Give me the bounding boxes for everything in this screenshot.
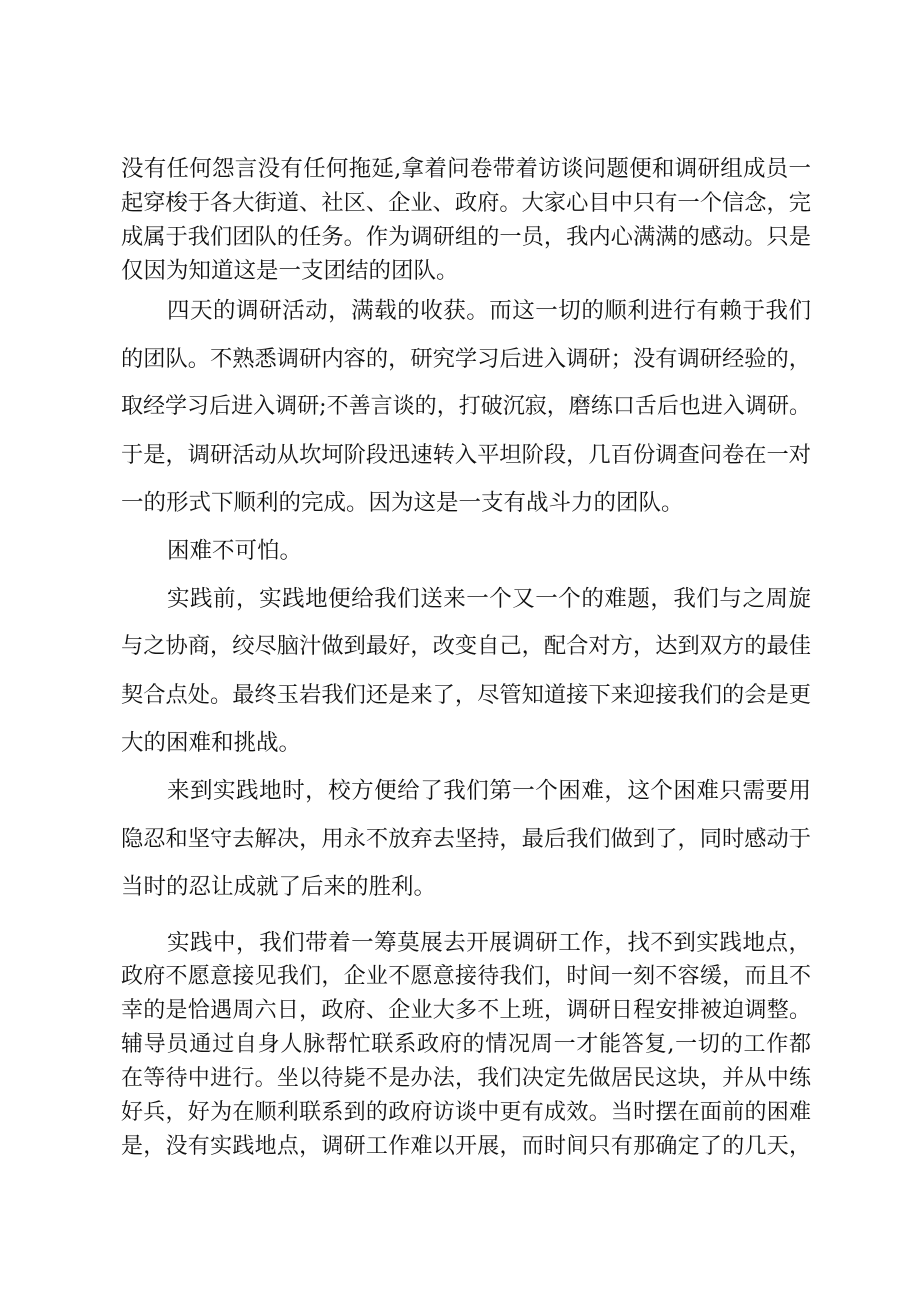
text-line: 大的困难和挑战。 <box>121 730 302 756</box>
text-line: 辅导员通过自身人脉帮忙联系政府的情况周一才能答复,一切的工作都 <box>121 1032 811 1057</box>
text-line: 来到实践地时，校方便给了我们第一个困难，这个困难只需要用 <box>167 778 811 804</box>
text-line: 四天的调研活动，满载的收获。而这一切的顺利进行有赖于我们 <box>167 298 811 324</box>
text-line: 好兵，好为在顺利联系到的政府访谈中更有成效。当时摆在面前的困难 <box>121 1100 811 1125</box>
text-line: 在等待中进行。坐以待毙不是办法，我们决定先做居民这块，并从中练 <box>121 1066 811 1091</box>
text-line: 起穿梭于各大街道、社区、企业、政府。大家心目中只有一个信念，完 <box>121 190 811 216</box>
text-line: 幸的是恰遇周六日，政府、企业大多不上班，调研日程安排被迫调整。 <box>121 998 811 1023</box>
text-line: 实践中，我们带着一筹莫展去开展调研工作，找不到实践地点， <box>167 930 811 956</box>
text-line: 隐忍和坚守去解决，用永不放弃去坚持，最后我们做到了，同时感动于 <box>121 826 811 852</box>
text-line: 是，没有实践地点，调研工作难以开展，而时间只有那确定了的几天， <box>121 1134 811 1159</box>
text-line: 当时的忍让成就了后来的胜利。 <box>121 874 437 900</box>
text-line: 契合点处。最终玉岩我们还是来了，尽管知道接下来迎接我们的会是更 <box>121 682 811 708</box>
text-line: 与之协商，绞尽脑汁做到最好，改变自己，配合对方，达到双方的最佳 <box>121 633 811 659</box>
text-line: 成属于我们团队的任务。作为调研组的一员，我内心满满的感动。只是 <box>121 224 811 250</box>
text-line: 于是，调研活动从坎坷阶段迅速转入平坦阶段，几百份调查问卷在一对 <box>121 442 811 468</box>
text-line: 一的形式下顺利的完成。因为这是一支有战斗力的团队。 <box>121 490 684 516</box>
text-line: 仅因为知道这是一支团结的团队。 <box>121 258 459 284</box>
text-line: 实践前，实践地便给我们送来一个又一个的难题，我们与之周旋 <box>167 586 811 612</box>
text-line: 取经学习后进入调研;不善言谈的，打破沉寂，磨练口舌后也进入调研。 <box>121 394 811 419</box>
text-line: 困难不可怕。 <box>167 538 303 564</box>
text-line: 的团队。不熟悉调研内容的，研究学习后进入调研；没有调研经验的， <box>121 346 811 372</box>
text-line: 没有任何怨言没有任何拖延,拿着问卷带着访谈问题便和调研组成员一 <box>121 156 811 182</box>
text-line: 政府不愿意接见我们，企业不愿意接待我们，时间一刻不容缓，而且不 <box>121 964 811 989</box>
